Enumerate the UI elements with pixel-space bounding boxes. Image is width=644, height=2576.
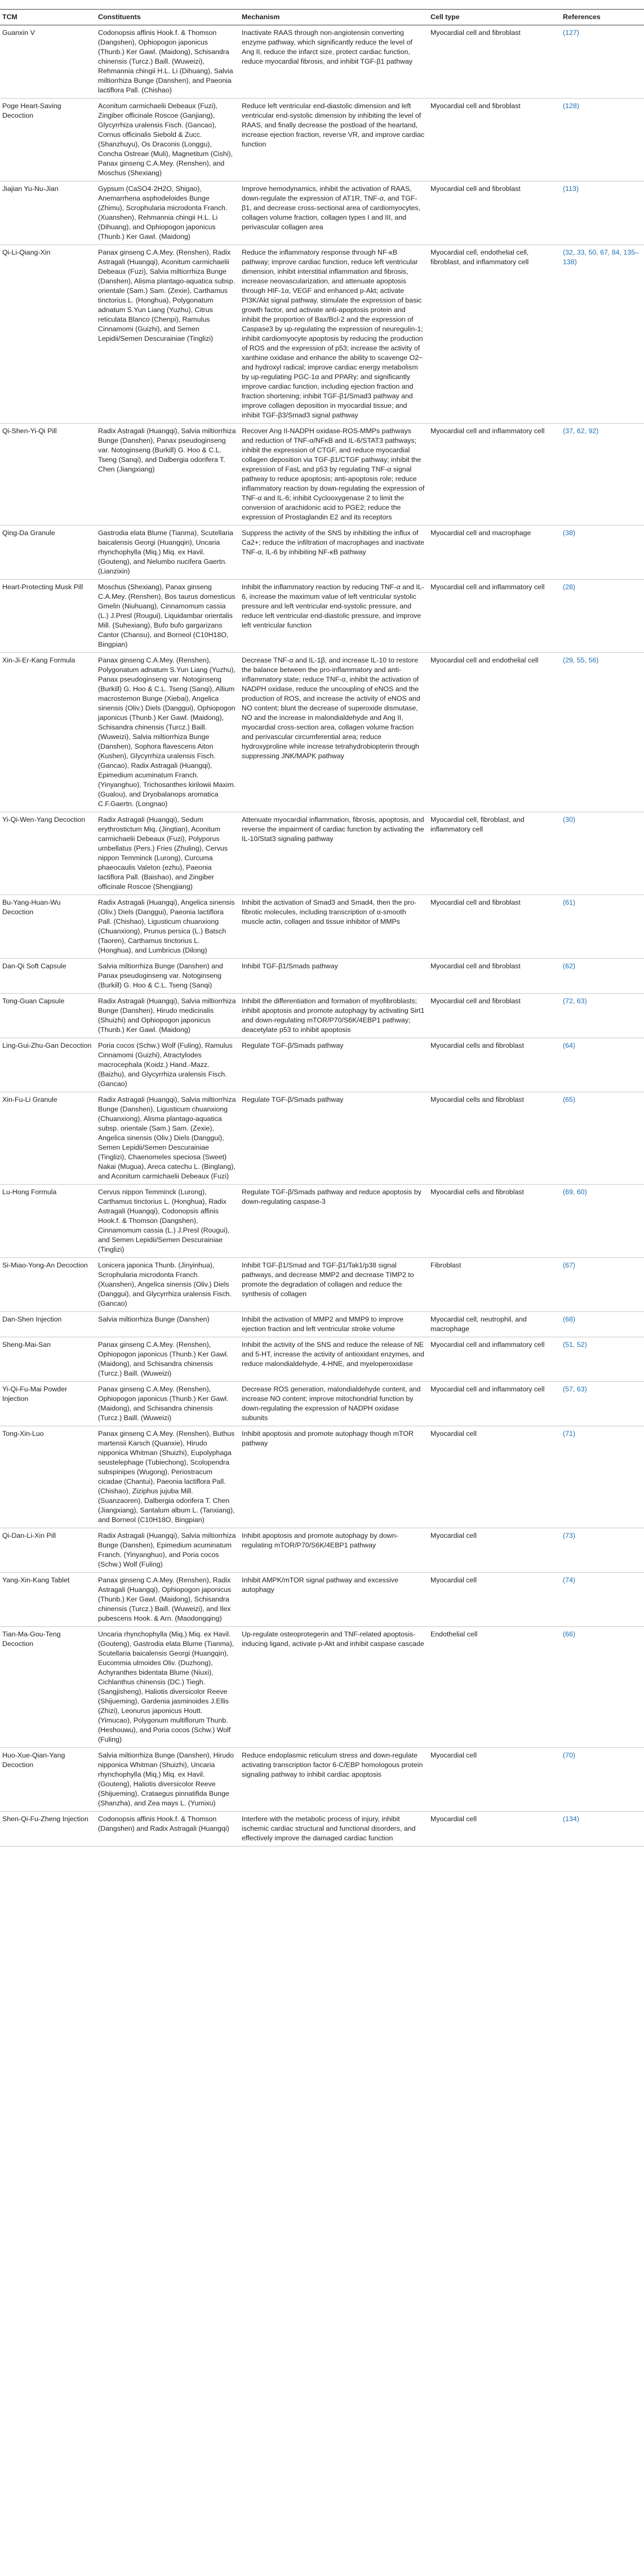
- cell-constituents: Panax ginseng C.A.Mey. (Renshen), Ophiopogon japonicus (Thunb.) Ker Gawl. (Maidong), and Schisandra chinensis (Turcz.) Baill. (Wuweizi): [96, 1382, 239, 1426]
- table-row: [0, 1627, 644, 1748]
- table-row: [0, 181, 644, 245]
- cell-constituents: Gypsum (CaSO4·2H2O, Shigao), Anemarrhena asphodeloides Bunge (Zhimu), Scrophularia microdonta Franch. (Xuanshen), Rehmannia chingii H.L. Li (Dihuang), and Ophiopogon japonicus (Thunb.) Ker Gawl. (Maidong): [96, 181, 239, 245]
- cell-mechanism: Attenuate myocardial inflammation, fibrosis, apoptosis, and reverse the impairment of cardiac function by activating the IL-10/Stat3 signaling pathway: [239, 812, 428, 895]
- header-cell-type: Cell type: [428, 10, 561, 25]
- cell-constituents: Gastrodia elata Blume (Tianma), Scutellaria baicalensis Georgi (Huangqin), Uncaria rhynchophylla (Miq.) Miq. ex Havil. (Gouteng), and Nelumbo nucifera Gaertn. (Lianzixin): [96, 526, 239, 580]
- cell-cell-type: Myocardial cell: [428, 1812, 561, 1847]
- cell-mechanism: Recover Ang II-NADPH oxidase-ROS-MMPs pathways and reduction of TNF-α/NFκB and IL-6/STAT3 pathways; inhibit the expression of CTGF, and reduce myocardial collagen deposition via TGF-β1/CTGF pathway; inhibit the expression of FasL and p53 by regulating TNF-α signal pathway to reduce apoptosis; anti-apoptosis role; reduce inflammatory reaction by down-regulating the expression of TNF-α and IL-6; inhibit Cyclooxygenase 2 to limit the conversion of arachidonic acid to PGE2; reduce the expression of Prostaglandin E2 and its receptors: [239, 424, 428, 526]
- cell-references[interactable]: (38): [561, 526, 644, 580]
- cell-cell-type: Myocardial cell and fibroblast: [428, 959, 561, 994]
- cell-references[interactable]: (51, 52): [561, 1337, 644, 1382]
- table-row: [0, 812, 644, 895]
- cell-tcm: Qi-Dan-Li-Xin Pill: [0, 1528, 96, 1573]
- cell-mechanism: Inhibit TGF-β1/Smads pathway: [239, 959, 428, 994]
- cell-references[interactable]: (68): [561, 1312, 644, 1337]
- cell-references[interactable]: (62): [561, 959, 644, 994]
- cell-tcm: Tong-Guan Capsule: [0, 994, 96, 1038]
- cell-references[interactable]: (37, 62, 92): [561, 424, 644, 526]
- cell-references[interactable]: (29, 55, 56): [561, 653, 644, 812]
- cell-mechanism: Reduce endoplasmic reticulum stress and down-regulate activating transcription factor 6-C/EBP homologous protein signaling pathway to inhibit cardiac apoptosis: [239, 1748, 428, 1812]
- cell-references[interactable]: (32, 33, 50, 67, 84, 135–138): [561, 245, 644, 424]
- cell-cell-type: Myocardial cell: [428, 1748, 561, 1812]
- cell-tcm: Guanxin V: [0, 25, 96, 99]
- cell-references[interactable]: (72, 63): [561, 994, 644, 1038]
- cell-cell-type: Myocardial cell, neutrophil, and macrophage: [428, 1312, 561, 1337]
- cell-references[interactable]: (28): [561, 580, 644, 653]
- cell-cell-type: Myocardial cell and fibroblast: [428, 994, 561, 1038]
- cell-references[interactable]: (57, 63): [561, 1382, 644, 1426]
- cell-cell-type: Myocardial cell, endothelial cell, fibroblast, and inflammatory cell: [428, 245, 561, 424]
- table-row: [0, 653, 644, 812]
- cell-tcm: Lu-Hong Formula: [0, 1185, 96, 1258]
- cell-tcm: Huo-Xue-Qian-Yang Decoction: [0, 1748, 96, 1812]
- cell-constituents: Radix Astragali (Huangqi), Salvia miltiorrhiza Bunge (Danshen), Hirudo medicinalis (Shuizhi) and Ophiopogon japonicus (Thunb.) Ker Gawl. (Maidong): [96, 994, 239, 1038]
- cell-constituents: Radix Astragali (Huangqi), Salvia miltiorrhiza Bunge (Danshen), Epimedium acuminatum Franch. (Yinyanghuo), and Poria cocos (Schw.) Wolf (Fuling): [96, 1528, 239, 1573]
- table-row: [0, 526, 644, 580]
- cell-tcm: Poge Heart-Saving Decoction: [0, 99, 96, 181]
- header-references: References: [561, 10, 644, 25]
- cell-mechanism: Inhibit the inflammatory reaction by reducing TNF-α and IL-6, increase the maximum value of left ventricular systolic pressure and left ventricular end-systolic pressure, and reduce left ventricular end-diastolic pressure, and improve left ventricular function: [239, 580, 428, 653]
- cell-cell-type: Myocardial cell and endothelial cell: [428, 653, 561, 812]
- cell-cell-type: Myocardial cell: [428, 1573, 561, 1627]
- cell-mechanism: Inhibit apoptosis and promote autophagy though mTOR pathway: [239, 1426, 428, 1528]
- cell-cell-type: Myocardial cell and inflammatory cell: [428, 1382, 561, 1426]
- cell-references[interactable]: (30): [561, 812, 644, 895]
- cell-cell-type: Myocardial cells and fibroblast: [428, 1092, 561, 1185]
- table-row: [0, 580, 644, 653]
- table-row: [0, 99, 644, 181]
- cell-mechanism: Inactivate RAAS through non-angiotensin converting enzyme pathway, which significantly reduce the level of Ang II, reduce the infarct size, protect cardiac function, reduce myocardial fibrosis, and inhibit TGF-β1 pathway: [239, 25, 428, 99]
- cell-constituents: Poria cocos (Schw.) Wolf (Fuling), Ramulus Cinnamomi (Guizhi), Atractylodes macrocephala (Koidz.) Hand.-Mazz. (Baizhu), and Glycyrrhiza uralensis Fisch. (Gancao): [96, 1038, 239, 1092]
- cell-mechanism: Suppress the activity of the SNS by inhibiting the influx of Ca2+; reduce the infiltration of macrophages and inactivate TNF-α, IL-6 by inhibiting NF-κB pathway: [239, 526, 428, 580]
- cell-tcm: Yi-Qi-Fu-Mai Powder Injection: [0, 1382, 96, 1426]
- cell-constituents: Codonopsis affinis Hook.f. & Thomson (Dangshen) and Radix Astragali (Huangqi): [96, 1812, 239, 1847]
- cell-tcm: Bu-Yang-Huan-Wu Decoction: [0, 895, 96, 959]
- cell-tcm: Qing-Da Granule: [0, 526, 96, 580]
- table-row: [0, 424, 644, 526]
- cell-constituents: Radix Astragali (Huangqi), Angelica sinensis (Oliv.) Diels (Danggui), Paeonia lactiflora Pall. (Chishao), Ligusticum chuanxiong (Chuanxiong), Prunus persica (L.) Batsch (Taoren), Carthamus tinctorius L. (Honghua), and Lumbricus (Dilong): [96, 895, 239, 959]
- cell-cell-type: Endothelial cell: [428, 1627, 561, 1748]
- cell-constituents: Moschus (Shexiang), Panax ginseng C.A.Mey. (Renshen), Bos taurus domesticus Gmelin (Niuhuang), Cinnamomum cassia (L.) J.Presl (Rougui), Liquidambar orientalis Mill. (Suhexiang), Bufo bufo gargarizans Cantor (Chansu), and Borneol (C10H18O, Bingpian): [96, 580, 239, 653]
- cell-tcm: Yi-Qi-Wen-Yang Decoction: [0, 812, 96, 895]
- cell-references[interactable]: (71): [561, 1426, 644, 1528]
- cell-cell-type: Myocardial cell and inflammatory cell: [428, 1337, 561, 1382]
- header-constituents: Constituents: [96, 10, 239, 25]
- table-row: [0, 1748, 644, 1812]
- cell-mechanism: Regulate TGF-β/Smads pathway: [239, 1092, 428, 1185]
- cell-references[interactable]: (66): [561, 1627, 644, 1748]
- cell-constituents: Aconitum carmichaelii Debeaux (Fuzi), Zingiber officinale Roscoe (Ganjiang), Glycyrrhiza uralensis Fisch. (Gancao), Cornus officinalis Siebold & Zucc. (Shanzhuyu), Os Draconis (Longgu), Concha Ostreae (Muli), Magnetitum (Cishi), Panax ginseng C.A.Mey. (Renshen), and Moschus (Shexiang): [96, 99, 239, 181]
- header-row: [0, 10, 644, 25]
- cell-tcm: Qi-Li-Qiang-Xin: [0, 245, 96, 424]
- cell-mechanism: Up-regulate osteoprotegerin and TNF-related apoptosis-inducing ligand, activate p-Akt and inhibit caspase cascade: [239, 1627, 428, 1748]
- cell-mechanism: Regulate TGF-β/Smads pathway: [239, 1038, 428, 1092]
- cell-mechanism: Inhibit AMPK/mTOR signal pathway and excessive autophagy: [239, 1573, 428, 1627]
- cell-cell-type: Myocardial cell and inflammatory cell: [428, 580, 561, 653]
- cell-references[interactable]: (127): [561, 25, 644, 99]
- cell-references[interactable]: (61): [561, 895, 644, 959]
- cell-mechanism: Inhibit the activation of Smad3 and Smad4, then the pro-fibrotic molecules, including transcription of α-smooth muscle actin, collagen and tissue inhibitor of MMPs: [239, 895, 428, 959]
- cell-constituents: Panax ginseng C.A.Mey. (Renshen), Buthus martensii Karsch (Quanxie), Hirudo nipponica Whitman (Shuizhi), Eupolyphaga seustelephage (Tubiechong), Scolopendra subspinipes (Wugong), Periostracum cicadae (Chantui), Paeonia lactiflora Pall. (Chishao), Ziziphus jujuba Mill. (Suanzaoren), Dalbergia odorifera T. Chen (Jiangxiang), Santalum album L. (Tanxiang), and Borneol (C10H18O, Bingpian): [96, 1426, 239, 1528]
- table-row: [0, 1258, 644, 1312]
- cell-mechanism: Regulate TGF-β/Smads pathway and reduce apoptosis by down-regulating caspase-3: [239, 1185, 428, 1258]
- cell-cell-type: Myocardial cells and fibroblast: [428, 1185, 561, 1258]
- cell-references[interactable]: (74): [561, 1573, 644, 1627]
- cell-mechanism: Inhibit apoptosis and promote autophagy by down-regulating mTOR/P70/S6K/4EBP1 pathway: [239, 1528, 428, 1573]
- cell-tcm: Qi-Shen-Yi-Qi Pill: [0, 424, 96, 526]
- table-row: [0, 895, 644, 959]
- cell-constituents: Panax ginseng C.A.Mey. (Renshen), Radix Astragali (Huangqi), Ophiopogon japonicus (Thunb.) Ker Gawl. (Maidong), Schisandra chinensis (Turcz.) Baill. (Wuweizi), and Ilex pubescens Hook. & Arn. (Maodongqing): [96, 1573, 239, 1627]
- cell-constituents: Salvia miltiorrhiza Bunge (Danshen), Hirudo nipponica Whitman (Shuizhi), Uncaria rhynchophylla (Miq.) Miq. ex Havil. (Gouteng), Haliotis diversicolor Reeve (Shijueming), Crataegus pinnatifida Bunge (Shanzha), and Zea mays L. (Yumixu): [96, 1748, 239, 1812]
- table-row: [0, 1337, 644, 1382]
- cell-references[interactable]: (69, 60): [561, 1185, 644, 1258]
- cell-mechanism: Decrease ROS generation, malondialdehyde content, and increase NO content; improve mitochondrial function by down-regulating the expression of NADPH oxidase subunits: [239, 1382, 428, 1426]
- cell-cell-type: Myocardial cells and fibroblast: [428, 1038, 561, 1092]
- cell-mechanism: Inhibit the activity of the SNS and reduce the release of NE and 5-HT, increase the activity of antioxidant enzymes, and reduce malondialdehyde, 4-HNE, and myeloperoxidase: [239, 1337, 428, 1382]
- table-header: [0, 10, 644, 25]
- cell-references[interactable]: (67): [561, 1258, 644, 1312]
- header-tcm: TCM: [0, 10, 96, 25]
- cell-constituents: Panax ginseng C.A.Mey. (Renshen), Ophiopogon japonicus (Thunb.) Ker Gawl. (Maidong), and Schisandra chinensis (Turcz.) Baill. (Wuweizi): [96, 1337, 239, 1382]
- table-row: [0, 1038, 644, 1092]
- cell-tcm: Yang-Xin-Kang Tablet: [0, 1573, 96, 1627]
- cell-tcm: Tian-Ma-Gou-Teng Decoction: [0, 1627, 96, 1748]
- cell-cell-type: Myocardial cell, fibroblast, and inflammatory cell: [428, 812, 561, 895]
- cell-constituents: Codonopsis affinis Hook.f. & Thomson (Dangshen), Ophiopogon japonicus (Thunb.) Ker Gawl. (Maidong), Schisandra chinensis (Turcz.) Baill. (Wuweizi), Rehmannia chingii H.L. Li (Dihuang), Salvia miltiorrhiza Bunge (Danshen), and Paeonia lactiflora Pall. (Chishao): [96, 25, 239, 99]
- cell-tcm: Jiajian Yu-Nu-Jian: [0, 181, 96, 245]
- table-row: [0, 1528, 644, 1573]
- cell-tcm: Tong-Xin-Luo: [0, 1426, 96, 1528]
- cell-tcm: Ling-Gui-Zhu-Gan Decoction: [0, 1038, 96, 1092]
- cell-constituents: Radix Astragali (Huangqi), Salvia miltiorrhiza Bunge (Danshen), Panax pseudoginseng var. Notoginseng (Burkill) G. Hoo & C.L. Tseng (Sanqi), and Dalbergia odorifera T. Chen (Jiangxiang): [96, 424, 239, 526]
- cell-tcm: Shen-Qi-Fu-Zheng Injection: [0, 1812, 96, 1847]
- cell-constituents: Uncaria rhynchophylla (Miq.) Miq. ex Havil. (Gouteng), Gastrodia elata Blume (Tianma), Scutellaria baicalensis Georgi (Huangqin), Eucommia ulmoides Oliv. (Duzhong), Achyranthes bidentata Blume (Niuxi), Cichlanthus chinensis (DC.) Tiegh. (Sangjisheng), Haliotis diversicolor Reeve (Shijueming), Gardenia jasminoides J.Ellis (Zhizi), Leonurus japonicus Houtt. (Yimucao), Polygonum multiflorum Thunb. (Heshouwu), and Poria cocos (Schw.) Wolf (Fuling): [96, 1627, 239, 1748]
- cell-constituents: Cervus nippon Temminck (Lurong), Carthamus tinctorius L. (Honghua), Radix Astragali (Huangqi), Codonopsis affinis Hook.f. & Thomson (Dangshen), Cinnamomum cassia (L.) J.Presl (Rougui), and Semen Lepidii/Semen Descurainiae (Tinglizi): [96, 1185, 239, 1258]
- cell-constituents: Radix Astragali (Huangqi), Salvia miltiorrhiza Bunge (Danshen), Ligusticum chuanxiong (Chuanxiong), Alisma plantago-aquatica subsp. orientale (Sam.) Sam. (Zexie), Angelica sinensis (Oliv.) Diels (Danggui), Semen Lepidii/Semen Descurainiae (Tinglizi), Chaenomeles speciosa (Sweet) Nakai (Mugua), Areca catechu L. (Binglang), and Aconitum carmichaelii Debeaux (Fuzi): [96, 1092, 239, 1185]
- table-body: [0, 25, 644, 1847]
- table-row: [0, 1573, 644, 1627]
- table-row: [0, 245, 644, 424]
- table-row: [0, 25, 644, 99]
- table-row: [0, 1812, 644, 1847]
- cell-mechanism: Reduce the inflammatory response through NF-κB pathway; improve cardiac function, reduce left ventricular dimension, inhibit interstitial inflammation and fibrosis, increase neovascularization, and attenuate apoptosis through HIF-1α, VEGF and enhanced p-Akt; activate PI3K/Akt signal pathway, stimulate the expression of basic growth factor, and activate anti-apoptosis protein and inhibit the proportion of Bax/Bcl-2 and the expression of Caspase3 by up-regulating the expression of neuregulin-1; inhibit cardiomyocyte apoptosis by reducing the production of ROS and the expression of p53; increase the activity of xanthine oxidase and enhance the ability to scavenge O2− and hydroxyl radical; improve cardiac energy metabolism by up-regulating PGC-1α and PPARγ; and significantly improve cardiac function, including ejection fraction and fraction shortening; inhibit TGF-β1/Smad3 pathway and improve collagen deposition in myocardial tissue; and inhibit TGF-β3/Smad3 signal pathway: [239, 245, 428, 424]
- cell-mechanism: Reduce left ventricular end-diastolic dimension and left ventricular end-systolic dimension by inhibiting the level of RAAS, and finally decrease the postload of the heartand, increase ejection fraction, reverse VR, and improve cardiac function: [239, 99, 428, 181]
- cell-tcm: Si-Miao-Yong-An Decoction: [0, 1258, 96, 1312]
- cell-cell-type: Myocardial cell and inflammatory cell: [428, 424, 561, 526]
- cell-mechanism: Inhibit the activation of MMP2 and MMP9 to improve ejection fraction and left ventricular stroke volume: [239, 1312, 428, 1337]
- cell-mechanism: Interfere with the metabolic process of injury, inhibit ischemic cardiac structural and functional disorders, and effectively improve the damaged cardiac function: [239, 1812, 428, 1847]
- cell-cell-type: Myocardial cell and fibroblast: [428, 25, 561, 99]
- cell-constituents: Lonicera japonica Thunb. (Jinyinhua), Scrophularia microdonta Franch. (Xuanshen), Angelica sinensis (Oliv.) Diels (Danggui), and Glycyrrhiza uralensis Fisch. (Gancao): [96, 1258, 239, 1312]
- cell-cell-type: Myocardial cell and fibroblast: [428, 181, 561, 245]
- cell-tcm: Dan-Qi Soft Capsule: [0, 959, 96, 994]
- cell-mechanism: Improve hemodynamics, inhibit the activation of RAAS, down-regulate the expression of AT1R, TNF-α, and TGF-β1, and decrease cross-sectional area of cardiomyocytes, collagen volume fraction, collagen types I and III, and perivascular collagen area: [239, 181, 428, 245]
- table-row: [0, 1382, 644, 1426]
- table-row: [0, 1092, 644, 1185]
- table-row: [0, 994, 644, 1038]
- cell-constituents: Panax ginseng C.A.Mey. (Renshen), Polygonatum adnatum S.Yun Liang (Yuzhu), Panax pseudoginseng var. Notoginseng (Burkill) G. Hoo & C.L. Tseng (Sanqi), Allium macrostemon Bunge (Xiebai), Angelica sinensis (Oliv.) Diels (Danggui), Ophiopogon japonicus (Thunb.) Ker Gawl. (Maidong), Schisandra chinensis (Turcz.) Baill. (Wuweizi), Salvia miltiorrhiza Bunge (Danshen), Sophora flavescens Aiton (Kushen), Glycyrrhiza uralensis Fisch. (Gancao), Radix Astragali (Huangqi), Epimedium acuminatum Franch. (Yinyanghuo), Trichosanthes kirilowii Maxim. (Gualou), and Dryobalanops aromatica C.F.Gaertn. (Longnao): [96, 653, 239, 812]
- cell-constituents: Radix Astragali (Huangqi), Sedum erythrostictum Miq. (Jingtian), Aconitum carmichaelii Debeaux (Fuzi), Polyporus umbellatus (Pers.) Fries (Zhuling), Cervus nippon Temminck (Lurong), Curcuma phaeocaulis Valeton (ezhu), Paeonia lactiflora Pall. (Baishao), and Zingiber officinale Roscoe (Shengjiang): [96, 812, 239, 895]
- cell-mechanism: Inhibit the differentiation and formation of myofibroblasts; inhibit apoptosis and promote autophagy by activating Sirt1 and down-regulating mTOR/P70/S6K/4EBP1 pathway; deacetylate p53 to inhibit apoptosis: [239, 994, 428, 1038]
- cell-cell-type: Myocardial cell and macrophage: [428, 526, 561, 580]
- cell-cell-type: Myocardial cell: [428, 1528, 561, 1573]
- cell-references[interactable]: (65): [561, 1092, 644, 1185]
- cell-cell-type: Myocardial cell: [428, 1426, 561, 1528]
- table-row: [0, 959, 644, 994]
- cell-tcm: Sheng-Mai-San: [0, 1337, 96, 1382]
- cell-tcm: Dan-Shen Injection: [0, 1312, 96, 1337]
- cell-references[interactable]: (73): [561, 1528, 644, 1573]
- header-mechanism: Mechanism: [239, 10, 428, 25]
- table-row: [0, 1426, 644, 1528]
- cell-references[interactable]: (113): [561, 181, 644, 245]
- cell-tcm: Xin-Ji-Er-Kang Formula: [0, 653, 96, 812]
- tcm-table: [0, 9, 644, 1847]
- table-row: [0, 1185, 644, 1258]
- cell-tcm: Xin-Fu-Li Granule: [0, 1092, 96, 1185]
- cell-references[interactable]: (70): [561, 1748, 644, 1812]
- cell-mechanism: Decrease TNF-α and IL-1β, and increase IL-10 to restore the balance between the pro-inflammatory and anti-inflammatory state; reduce TNF-α, inhibit the activation of NADPH oxidase, reduce the uncoupling of eNOS and the production of ROS, and increase the activity of eNOS and NO content; blunt the decrease of superoxide dismutase, NO and the increase in malondialdehyde and Ang II, myocardial cross-section area, collagen volume fraction and perivascular circumferential area; reduce hydroxyproline while increase tetrahydrobiopterin through suppressing JNK/MAPK pathway: [239, 653, 428, 812]
- cell-cell-type: Myocardial cell and fibroblast: [428, 895, 561, 959]
- cell-references[interactable]: (64): [561, 1038, 644, 1092]
- cell-tcm: Heart-Protecting Musk Pill: [0, 580, 96, 653]
- cell-constituents: Panax ginseng C.A.Mey. (Renshen), Radix Astragali (Huangqi), Aconitum carmichaelii Debeaux (Fuzi), Salvia miltiorrhiza Bunge (Danshen), Alisma plantago-aquatica subsp. orientale (Sam.) Sam. (Zexie), Carthamus tinctorius L. (Honghua), Polygonatum adnatum S.Yun Liang (Yuzhu), Citrus reticulata Blanco (Chenpi), Ramulus Cinnamomi (Guizhi), and Semen Lepidii/Semen Descurainiae (Tinglizi): [96, 245, 239, 424]
- cell-constituents: Salvia miltiorrhiza Bunge (Danshen) and Panax pseudoginseng var. Notoginseng (Burkill) G. Hoo & C.L. Tseng (Sanqi): [96, 959, 239, 994]
- cell-mechanism: Inhibit TGF-β1/Smad and TGF-β1/Tak1/p38 signal pathways, and decrease MMP2 and decrease TIMP2 to promote the degradation of collagen and reduce the synthesis of collagen: [239, 1258, 428, 1312]
- cell-references[interactable]: (128): [561, 99, 644, 181]
- cell-cell-type: Fibroblast: [428, 1258, 561, 1312]
- table-row: [0, 1312, 644, 1337]
- cell-references[interactable]: (134): [561, 1812, 644, 1847]
- cell-constituents: Salvia miltiorrhiza Bunge (Danshen): [96, 1312, 239, 1337]
- cell-cell-type: Myocardial cell and fibroblast: [428, 99, 561, 181]
